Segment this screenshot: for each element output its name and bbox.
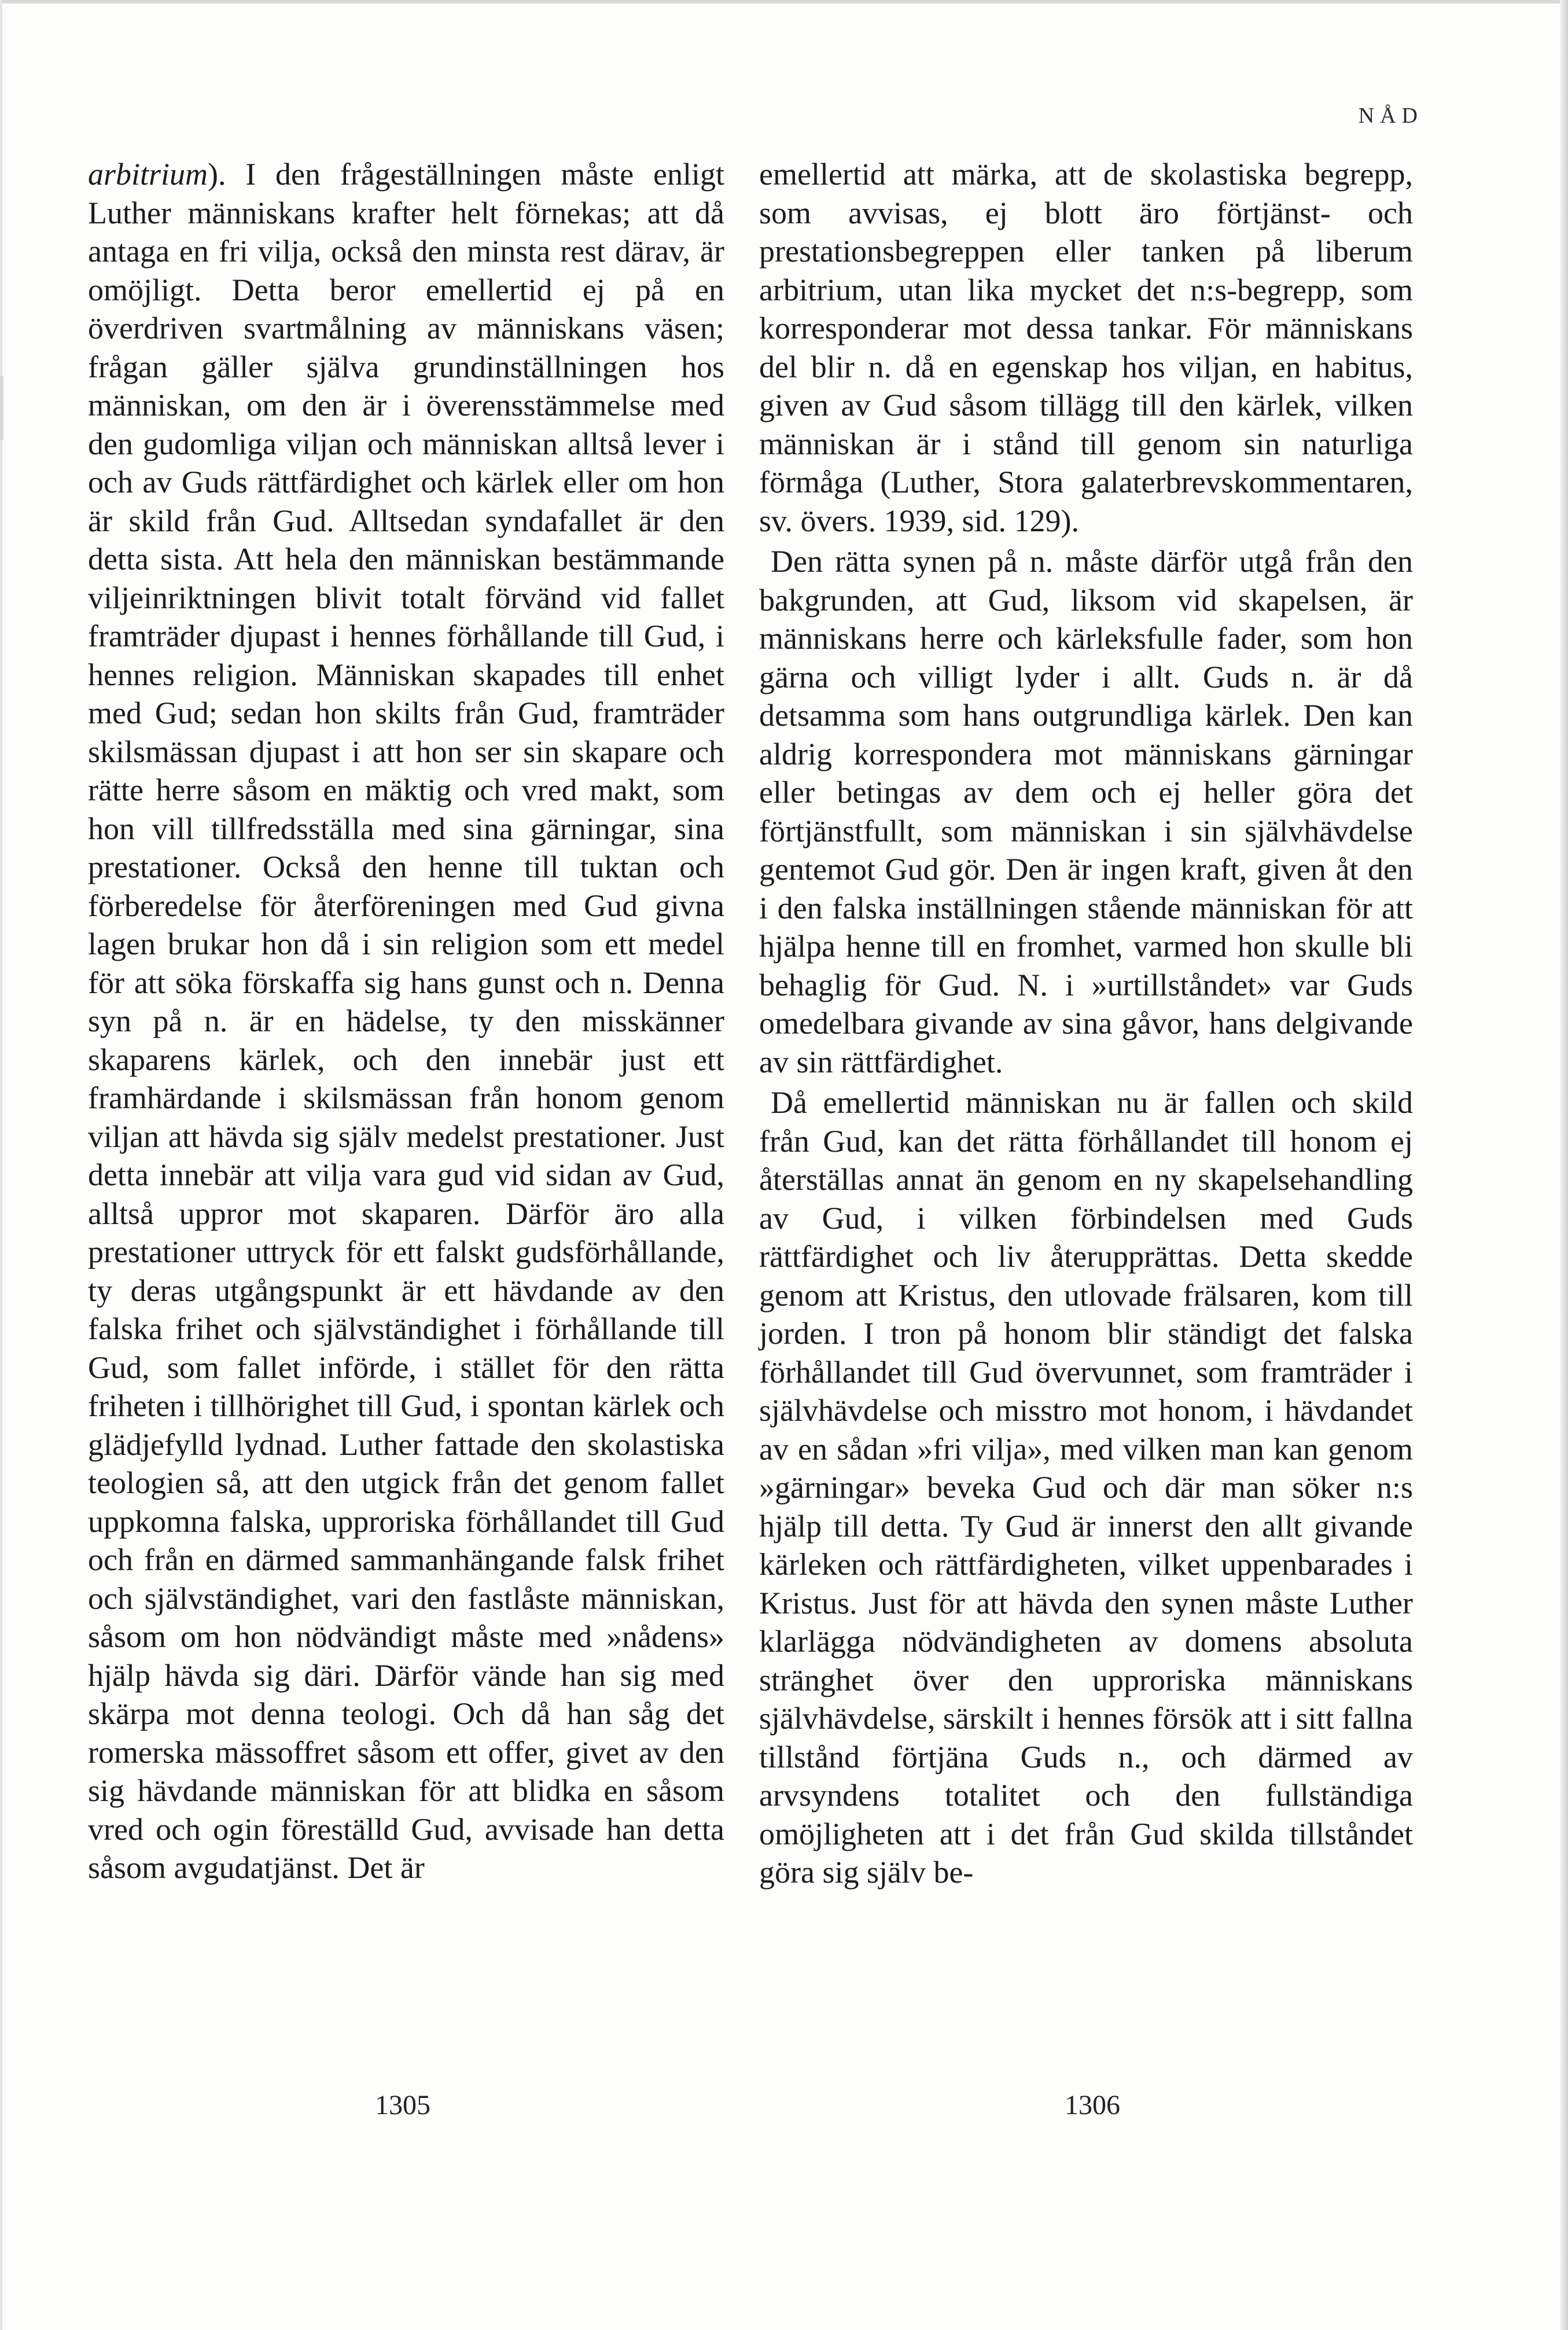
right-paragraph-2: Den rätta synen på n. måste därför utgå från den bakgrunden, att Gud, liksom vid skapelsen, är människans herre och kärleksfulle fader, som hon gärna och villigt lyder i allt. Guds n. är då detsamma som hans outgrundliga kärlek. Den kan aldrig korrespondera mot människans gärningar eller betingas av dem och ej heller göra det förtjänstfullt, som människan i sin självhävdelse gentemot Gud gör. Den är ingen kraft, given åt den i den falska inställningen stående människan för att hjälpa henne till en fromhet, varmed hon skulle bli behaglig för Gud. N. i »urtillståndet» var Guds omedelbara givande av sina gåvor, hans delgivande av sin rättfärdighet. [759, 544, 1413, 1079]
scan-edge-top [0, 0, 1568, 3]
right-paragraph-3: Då emellertid människan nu är fallen och skild från Gud, kan det rätta förhållandet till honom ej återställas annat än genom en ny skapelsehandling av Gud, i vilken förbindelsen med Guds rättfärdighet och liv återupprättas. Detta skedde genom att Kristus, den utlovade frälsaren, kom till jorden. I tron på honom blir ständigt det falska förhållandet till Gud övervunnet, som framträder i självhävdelse och misstro mot honom, i hävdandet av en sådan »fri vilja», med vilken man kan genom »gärningar» beveka Gud och där man söker n:s hjälp till detta. Ty Gud är innerst den allt givande kärleken och rättfärdigheten, vilket uppenbarades i Kristus. Just för att hävda den synen måste Luther klarlägga nödvändigheten av domens absoluta stränghet över den upproriska människans självhävdelse, särskilt i hennes försök att i sitt fallna tillstånd förtjäna Guds n., och därmed av arvsyndens totalitet och den fullständiga omöjligheten att i det från Gud skilda tillståndet göra sig själv be- [759, 1085, 1413, 1890]
left-paragraph-1-text: arbitrium). I den frågeställningen måste enligt Luther människans krafter helt förnekas; att då antaga en fri vilja, också den minsta rest därav, är omöjligt. Detta beror emellertid ej på en överdriven svartmålning av människans väsen; frågan gäller själva grundinställningen hos människan, om den är i överensstämmelse med den gudomliga viljan och människan alltså lever i och av Guds rättfärdighet och kärlek eller om hon är skild från Gud. Alltsedan syndafallet är den detta sista. Att hela den människan bestämmande viljeinriktningen blivit totalt förvänd vid fallet framträder djupast i hennes förhållande till Gud, i hennes religion. Människan skapades till enhet med Gud; sedan hon skilts från Gud, framträder skilsmässan djupast i att hon ser sin skapare och rätte herre såsom en mäktig och vred makt, som hon vill tillfredsställa med sina gärningar, sina prestationer. Också den henne till tuktan och förberedelse för återföreningen med Gud givna lagen brukar hon då i sin religion som ett medel för att söka förskaffa sig hans gunst och n. Denna syn på n. är en hädelse, ty den misskänner skaparens kärlek, och den innebär just ett framhärdande i skilsmässan från honom genom viljan att hävda sig själv medelst prestationer. Just detta innebär att vilja vara gud vid sidan av Gud, alltså uppror mot skaparen. Därför äro alla prestationer uttryck för ett falskt gudsförhållande, ty deras utgångspunkt är ett hävdande av den falska frihet och självständighet i förhållande till Gud, som fallet införde, i stället för den rätta friheten i tillhörighet till Gud, i spontan kärlek och glädjefylld lydnad. Luther fattade den skolastiska teologien så, att den utgick från det genom fallet uppkomna falska, upproriska förhållandet till Gud och från en därmed sammanhängande falsk frihet och självständighet, vari den fastlåste människan, såsom om hon nödvändigt måste med »nådens» hjälp hävda sig däri. Därför vände han sig med skärpa mot denna teologi. Och då han såg det romerska mässoffret såsom ett offer, givet av den sig hävdande människan för att blidka en såsom vred och ogin föreställd Gud, avvisade han detta såsom avgudatjänst. Det är [88, 157, 724, 1885]
running-head: NÅD [1358, 104, 1423, 128]
latin-term: arbitrium [88, 157, 208, 192]
scan-edge-right [1560, 0, 1568, 2330]
left-paragraph-1 [88, 155, 724, 1887]
right-column [759, 155, 1413, 1892]
scan-edge-left [0, 0, 2, 2330]
page-number-right: 1306 [1065, 2090, 1120, 2120]
left-column [88, 155, 724, 1887]
page-number-left: 1305 [375, 2090, 430, 2120]
right-paragraph-1: emellertid att märka, att de skolastiska begrepp, som avvisas, ej blott äro förtjänst- och prestationsbegreppen eller tanken på liberum arbitrium, utan lika mycket det n:s-begrepp, som korresponderar mot dessa tankar. För människans del blir n. då en egenskap hos viljan, en habitus, given av Gud såsom tillägg till den kärlek, vilken människan är i stånd till genom sin naturliga förmåga (Luther, Stora galaterbrevskommentaren, sv. övers. 1939, sid. 129). [759, 157, 1413, 538]
scan-mark [0, 376, 3, 440]
